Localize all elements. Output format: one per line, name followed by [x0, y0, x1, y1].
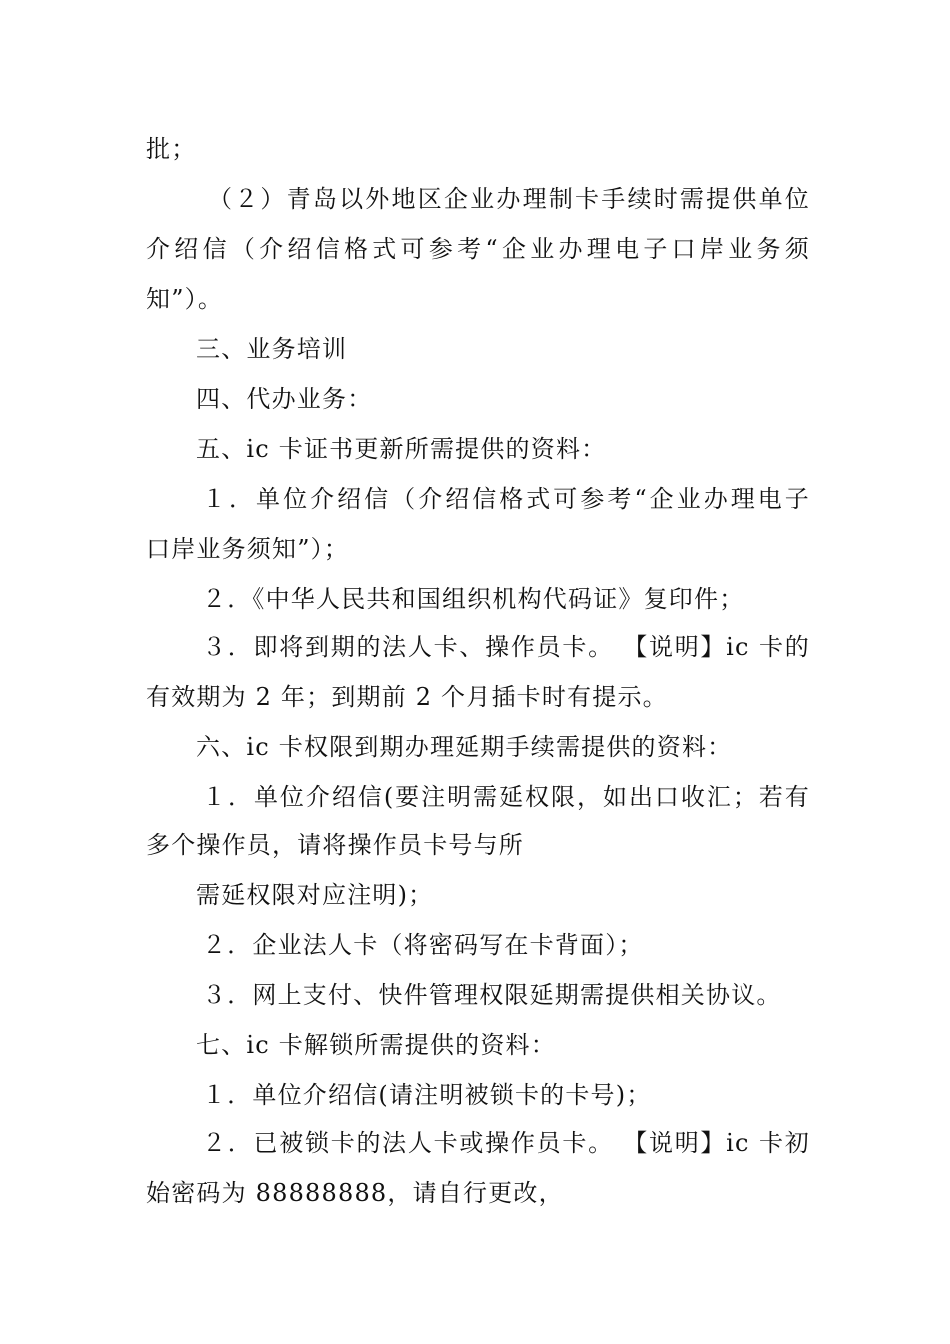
section-heading: 三、业务培训 [196, 335, 348, 363]
list-item-line: ２．企业法人卡（将密码写在卡背面）； [202, 931, 644, 959]
list-item-line: １．单位介绍信（介绍信格式可参考“企业办理电子 [202, 485, 810, 513]
text-line: 介绍信（介绍信格式可参考“企业办理电子口岸业务须 [146, 235, 810, 263]
section-heading: 七、ic 卡解锁所需提供的资料： [196, 1031, 556, 1059]
text-line: 始密码为 88888888，请自行更改， [146, 1179, 564, 1207]
list-item-line: ２．已被锁卡的法人卡或操作员卡。 【说明】ic 卡初 [202, 1129, 810, 1157]
text-line: 知”）。 [146, 285, 224, 313]
text-line: （２）青岛以外地区企业办理制卡手续时需提供单位 [208, 185, 810, 213]
section-heading: 六、ic 卡权限到期办理延期手续需提供的资料： [196, 733, 733, 761]
text-line: 口岸业务须知”）； [146, 535, 350, 563]
section-heading: 五、ic 卡证书更新所需提供的资料： [196, 435, 607, 463]
text-line: 需延权限对应注明)； [196, 881, 434, 909]
list-item-line: ３．即将到期的法人卡、操作员卡。 【说明】ic 卡的 [202, 633, 810, 661]
list-item-line: １．单位介绍信(要注明需延权限，如出口收汇；若有 [202, 783, 810, 811]
section-heading: 四、代办业务： [196, 385, 373, 413]
list-item-line: ３．网上支付、快件管理权限延期需提供相关协议。 [202, 981, 782, 1009]
text-line: 多个操作员，请将操作员卡号与所 [146, 831, 524, 859]
text-line: 有效期为 2 年；到期前 2 个月插卡时有提示。 [146, 683, 668, 711]
list-item-line: １．单位介绍信(请注明被锁卡的卡号)； [202, 1081, 652, 1109]
text-line: 批； [146, 135, 197, 163]
list-item-line: ２．《中华人民共和国组织机构代码证》复印件； [202, 585, 745, 613]
